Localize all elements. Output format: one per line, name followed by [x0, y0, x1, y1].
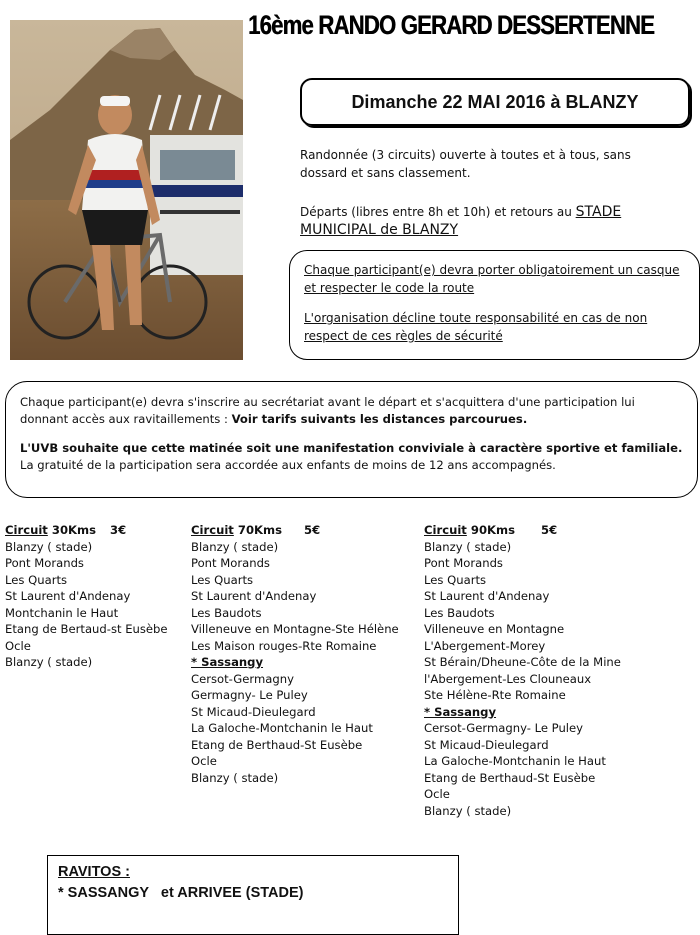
circuit-stop: La Galoche-Montchanin le Haut — [191, 721, 373, 735]
intro-text: Randonnée (3 circuits) ouverte à toutes et à tous, sans dossard et sans classement. — [300, 148, 631, 180]
departs-text — [300, 203, 690, 239]
registration-para-1 — [20, 394, 683, 428]
circuit-header — [5, 522, 168, 539]
circuit-stop: Villeneuve en Montagne-Ste Hélène — [191, 622, 399, 636]
ravitos-title: RAVITOS : — [58, 864, 130, 880]
circuit-stop: Etang de Bertaud-st Eusèbe — [5, 622, 168, 636]
registration-free: La gratuité de la participation sera accordée aux enfants de moins de 12 ans accompagnés. — [20, 458, 556, 472]
circuit-stop: Blanzy ( stade) — [191, 770, 279, 785]
circuit-price: 5€ — [304, 523, 321, 537]
circuit-stop: Pont Morands — [191, 556, 270, 570]
circuit-stop-ravito: * Sassangy — [191, 655, 264, 669]
circuit-stop: Les Maison rouges-Rte Romaine — [191, 638, 377, 653]
circuit-price: 5€ — [541, 523, 558, 537]
circuit-stop: Germagny- Le Puley — [191, 688, 308, 702]
circuit-stop: St Laurent d'Andenay — [5, 589, 131, 603]
circuit-stop: Les Baudots — [424, 605, 495, 620]
circuit-stop: St Laurent d'Andenay — [424, 589, 550, 603]
registration-box — [5, 381, 698, 498]
circuit-label: Circuit — [191, 523, 234, 537]
ravitos-line: * SASSANGY et ARRIVEE (STADE) — [58, 885, 304, 901]
circuit-price: 3€ — [110, 523, 127, 537]
circuit-stop: La Galoche-Montchanin le Haut — [424, 754, 606, 768]
circuit-distance: 30Kms — [51, 523, 96, 537]
safety-line-2: L'organisation décline toute responsabilité en cas de non respect de ces règles de sécurité — [304, 311, 648, 343]
registration-tarifs: Voir tarifs suivants les distances parcourues. — [231, 412, 528, 426]
circuit-stop: Les Baudots — [191, 605, 262, 620]
departs-place: STADE MUNICIPAL de BLANZY — [300, 204, 622, 238]
circuit-stop: Ocle — [424, 787, 450, 801]
circuit-stop: Blanzy ( stade) — [424, 803, 512, 818]
circuit-stop: St Micaud-Dieulegard — [424, 737, 549, 752]
circuit-stop: Pont Morands — [5, 556, 84, 570]
circuit-stop: Pont Morands — [424, 556, 503, 570]
registration-text-1: Chaque participant(e) devra s'inscrire au secrétariat avant le départ et s'acquittera d'une participation lui donnant accès aux ravitaillements : — [20, 395, 635, 426]
circuit-stop: St Laurent d'Andenay — [191, 589, 317, 603]
departs-label: Départs (libres entre 8h et 10h) et retours au — [300, 205, 576, 219]
circuit-stop: Cersot-Germagny- Le Puley — [424, 721, 584, 735]
circuit-stop: Ste Hélène-Rte Romaine — [424, 688, 566, 702]
event-date: Dimanche 22 MAI 2016 à BLANZY — [351, 91, 639, 112]
circuit-70km — [191, 522, 399, 786]
circuit-distance: 90Kms — [470, 523, 515, 537]
circuit-stop: Blanzy ( stade) — [5, 655, 93, 669]
circuit-stop: Ocle — [5, 638, 31, 653]
registration-uvb: L'UVB souhaite que cette matinée soit une manifestation conviviale à caractère sportive et familiale. — [20, 441, 683, 455]
circuit-header — [191, 522, 399, 539]
circuit-stop: L'Abergement-Morey — [424, 638, 546, 653]
circuit-stop: Les Quarts — [191, 572, 254, 587]
circuit-90km — [424, 522, 621, 819]
circuit-30km — [5, 522, 168, 671]
circuit-stop: Ocle — [191, 754, 217, 768]
circuit-stop: Blanzy ( stade) — [191, 539, 279, 554]
circuit-stop: Villeneuve en Montagne — [424, 622, 565, 636]
circuit-stop: Les Quarts — [424, 572, 487, 587]
circuit-stop: St Bérain/Dheune-Côte de la Mine — [424, 655, 621, 669]
ravitos-box — [47, 855, 459, 935]
circuit-header — [424, 522, 621, 539]
circuit-stop: l'Abergement-Les Clouneaux — [424, 671, 592, 686]
circuit-stop: Blanzy ( stade) — [5, 539, 93, 554]
safety-box — [289, 250, 700, 360]
circuit-stop-ravito: * Sassangy — [424, 704, 497, 719]
circuit-stop: Etang de Berthaud-St Eusèbe — [191, 737, 363, 752]
safety-line-1: Chaque participant(e) devra porter obligatoirement un casque et respecter le code la route — [304, 263, 680, 295]
circuit-stop: Cersot-Germagny — [191, 671, 294, 686]
circuit-stop: Les Quarts — [5, 572, 68, 587]
circuit-stop: Blanzy ( stade) — [424, 539, 512, 554]
cyclist-photo — [10, 20, 243, 360]
circuit-label: Circuit — [424, 523, 467, 537]
circuit-stop: Etang de Berthaud-St Eusèbe — [424, 770, 596, 785]
circuit-label: Circuit — [5, 523, 48, 537]
circuit-stop: Montchanin le Haut — [5, 605, 119, 620]
event-title: 16ème RANDO GERARD DESSERTENNE — [248, 10, 655, 40]
circuit-stop: St Micaud-Dieulegard — [191, 704, 316, 719]
circuit-distance: 70Kms — [237, 523, 282, 537]
event-date-box — [300, 78, 690, 126]
